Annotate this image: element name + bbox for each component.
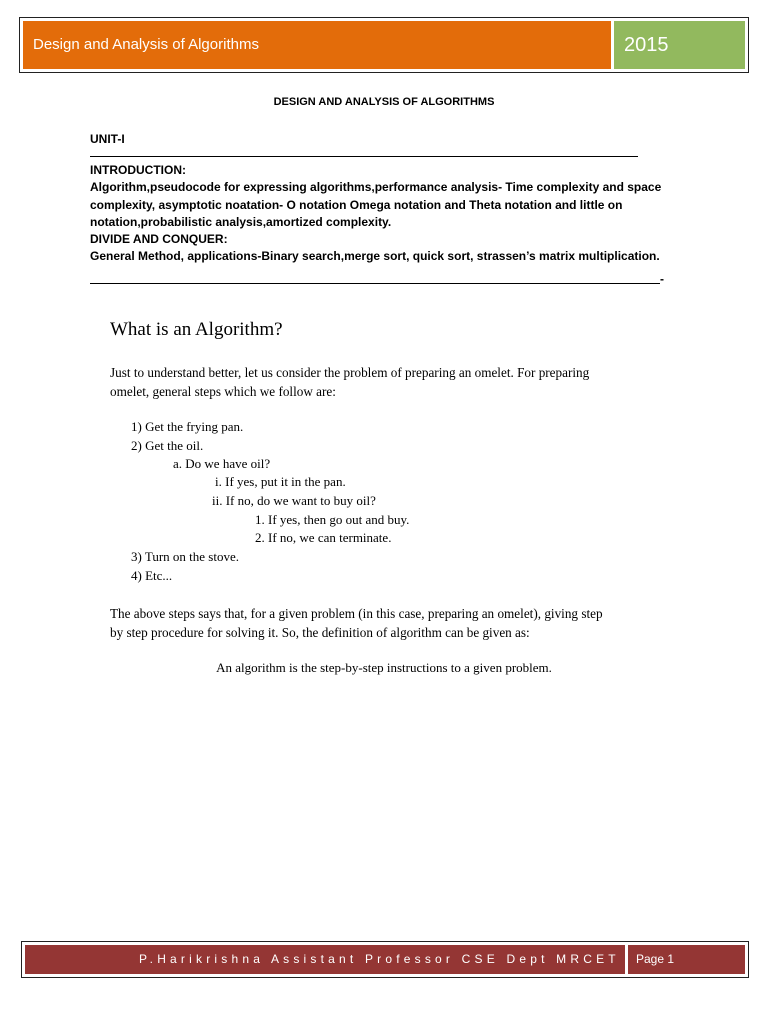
list-item: a. Do we have oil? xyxy=(173,456,271,471)
intro-label: INTRODUCTION: xyxy=(90,163,186,178)
section-title: What is an Algorithm? xyxy=(110,319,283,340)
intro-line: Algorithm,pseudocode for expressing algorithms,performance analysis- Time complexity and space xyxy=(90,180,662,195)
list-item: 2. If no, we can terminate. xyxy=(255,530,392,545)
list-item: 1) Get the frying pan. xyxy=(131,419,244,434)
page-number: Page 1 xyxy=(628,945,745,974)
intro-line: complexity, asymptotic noatation- O notation Omega notation and Theta notation and little on xyxy=(90,197,623,212)
list-item: ii. If no, do we want to buy oil? xyxy=(212,493,376,508)
summary-paragraph xyxy=(110,604,650,642)
divider-dash: - xyxy=(660,272,664,286)
divide-conquer-label: DIVIDE AND CONQUER: xyxy=(90,232,228,247)
list-item: 1. If yes, then go out and buy. xyxy=(255,512,410,527)
list-item: 4) Etc... xyxy=(131,568,173,583)
syllabus-block xyxy=(90,131,670,265)
document-heading: DESIGN AND ANALYSIS OF ALGORITHMS xyxy=(273,96,495,108)
divider xyxy=(90,148,638,157)
page-footer xyxy=(21,941,749,978)
page-header xyxy=(19,17,749,73)
paragraph-line: Just to understand better, let us consider the problem of preparing an omelet. For preparing xyxy=(110,365,590,380)
list-item: 2) Get the oil. xyxy=(131,438,204,453)
header-year: 2015 xyxy=(614,21,745,69)
unit-label: UNIT-I xyxy=(90,132,125,146)
paragraph-line: The above steps says that, for a given problem (in this case, preparing an omelet), giving step xyxy=(110,606,603,621)
list-item: 3) Turn on the stove. xyxy=(131,549,239,564)
header-title: Design and Analysis of Algorithms xyxy=(23,21,611,69)
algorithm-definition: An algorithm is the step-by-step instructions to a given problem. xyxy=(216,660,552,675)
intro-paragraph xyxy=(110,363,650,401)
intro-line: notation,probabilistic analysis,amortized complexity. xyxy=(90,214,392,229)
divide-conquer-text: General Method, applications-Binary search,merge sort, quick sort, strassen’s matrix multiplication. xyxy=(90,249,660,264)
paragraph-line: omelet, general steps which we follow are: xyxy=(110,384,336,399)
paragraph-line: by step procedure for solving it. So, the definition of algorithm can be given as: xyxy=(110,625,530,640)
footer-author: P.Harikrishna Assistant Professor CSE Dept MRCET xyxy=(25,945,625,974)
divider xyxy=(90,283,660,284)
list-item: i. If yes, put it in the pan. xyxy=(215,474,346,489)
